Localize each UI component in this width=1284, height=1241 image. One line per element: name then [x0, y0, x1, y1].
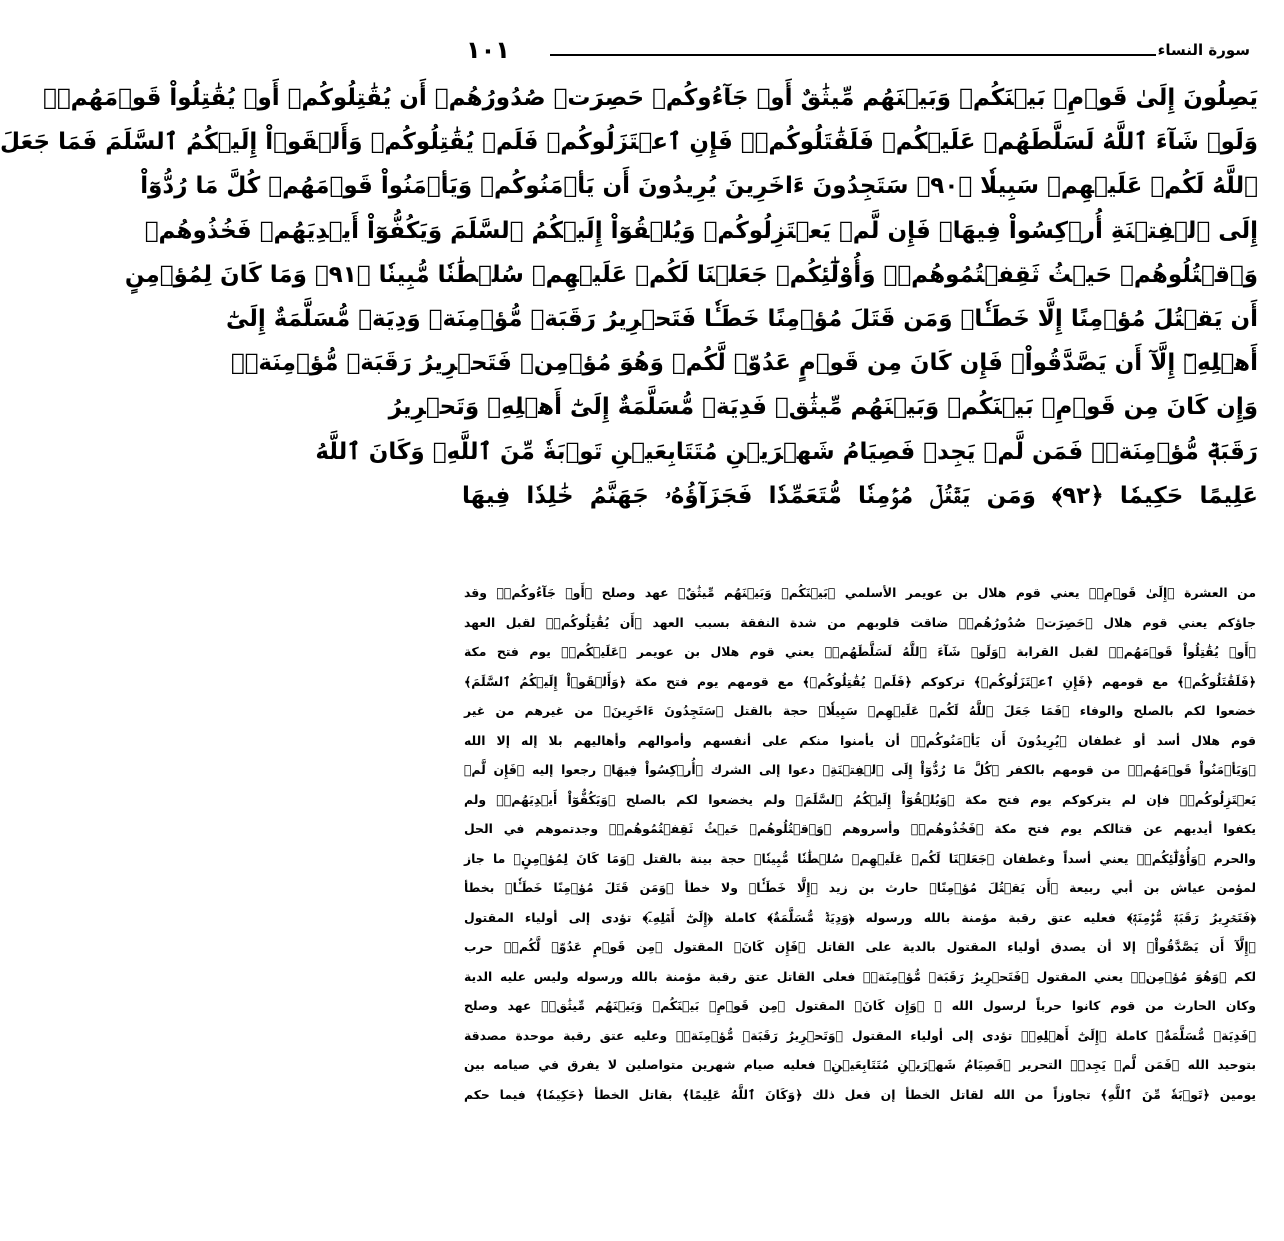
- quran-line: رَقَبَةٖ مُّؤۡمِنَةٖۖ فَمَن لَّمۡ يَجِدۡ فَصِيَامُ شَهۡرَيۡنِ مُتَتَابِعَيۡنِ تَوۡبَةٗ مِّنَ ٱللَّهِۗ وَكَانَ ٱللَّهُ: [315, 438, 1258, 465]
- page-header: [466, 34, 1250, 74]
- commentary-line: من العشرة ﴿إِلَىٰ قَوۡمِۭ﴾ يعني قوم هلال بن عويمر الأسلمي ﴿بَيۡنَكُمۡ وَبَيۡنَهُم مِّيثَٰقٌ﴾ عهد وصلح ﴿أَوۡ جَآءُوكُمۡ﴾ وقد: [464, 585, 1256, 600]
- commentary-line: ﴿فَتَحۡرِيرُ رَقَبَةٖ مُّؤۡمِنَةٖ﴾ فعليه عتق رقبة مؤمنة بالله ورسوله ﴿وَدِيَةٞ مُّسَلَّمَةٌ﴾ كاملة ﴿إِلَىٰٓ أَهۡلِهِۦٓ﴾ تؤدى إلى أولياء المقتول: [464, 909, 1256, 925]
- quran-line: أَن يَقۡتُلَ مُؤۡمِنًا إِلَّا خَطَـٔٗاۚ وَمَن قَتَلَ مُؤۡمِنًا خَطَـٔٗا فَتَحۡرِيرُ رَقَبَةٖ مُّؤۡمِنَةٖ وَدِيَةٞ مُّسَلَّمَةٌ إِلَىٰٓ: [225, 305, 1258, 332]
- commentary-line: ﴿أَوۡ يُقَٰتِلُواْ قَوۡمَهُمۡ﴾ لقبل القرابة ﴿وَلَوۡ شَآءَ ٱللَّهُ لَسَلَّطَهُمۡ﴾ يعني قوم هلال بن عويمر ﴿عَلَيۡكُمۡ﴾ يوم فتح مكة: [464, 644, 1256, 659]
- quran-line: يَصِلُونَ إِلَىٰ قَوۡمِۭ بَيۡنَكُمۡ وَبَيۡنَهُم مِّيثَٰقٌ أَوۡ جَآءُوكُمۡ حَصِرَتۡ صُدُورُهُمۡ أَن يُقَٰتِلُوكُمۡ أَوۡ يُقَٰتِلُواْ قَوۡمَهُمۡۚ: [43, 85, 1258, 111]
- page-number: ١٠١: [466, 36, 510, 64]
- commentary-line: لمؤمن عياش بن أبي ربيعة ﴿أَن يَقۡتُلَ مُؤۡمِنًا﴾ حارث بن زيد ﴿إِلَّا خَطَـٔٗا﴾ ولا خطأ ﴿وَمَن قَتَلَ مُؤۡمِنًا خَطَـٔٗا﴾ بخطأ: [464, 880, 1256, 895]
- header-rule: [550, 54, 1156, 56]
- quran-text-block: [0, 76, 1258, 562]
- commentary-line: ﴿إِلَّآ أَن يَصَّدَّقُواْ﴾ إلا أن يصدق أولياء المقتول بالدية على القاتل ﴿فَإِن كَانَ﴾ المقتول ﴿مِن قَوۡمٍ عَدُوّٖ لَّكُمۡ﴾ حرب: [464, 939, 1256, 954]
- commentary-line: وكان الحارث من قوم كانوا حرباً لرسول الله ﷺ ﴿وَإِن كَانَ﴾ المقتول ﴿مِن قَوۡمِۭ بَيۡنَكُمۡ وَبَيۡنَهُم مِّيثَٰقٞ﴾ عهد وصلح: [464, 998, 1256, 1013]
- commentary-line: ﴿فَلَقَٰتَلُوكُمۡ﴾ مع قومهم ﴿فَإِنِ ٱعۡتَزَلُوكُمۡ﴾ تركوكم ﴿فَلَمۡ يُقَٰتِلُوكُمۡ﴾ مع قومهم يوم فتح مكة ﴿وَأَلۡقَوۡاْ إِلَيۡكُمُ ٱلسَّلَمَ﴾: [464, 673, 1256, 689]
- commentary-line: خضعوا لكم بالصلح والوفاء ﴿فَمَا جَعَلَ ٱللَّهُ لَكُمۡ عَلَيۡهِمۡ سَبِيلٗا﴾ حجة بالقتل ﴿سَتَجِدُونَ ءَاخَرِينَ﴾ من غيرهم من غير: [464, 703, 1256, 718]
- quran-line: وَإِن كَانَ مِن قَوۡمِۭ بَيۡنَكُمۡ وَبَيۡنَهُم مِّيثَٰقٞ فَدِيَةٞ مُّسَلَّمَةٌ إِلَىٰٓ أَهۡلِهِۦ وَتَحۡرِيرُ: [388, 394, 1258, 421]
- surah-name: سورة النساء: [1157, 41, 1250, 59]
- quran-line: عَلِيمًا حَكِيمٗا ﴿٩٢﴾ وَمَن يَقۡتُلۡ مُؤۡمِنٗا مُّتَعَمِّدٗا فَجَزَآؤُهُۥ جَهَنَّمُ خَٰلِدٗا فِيهَا: [462, 482, 1258, 509]
- quran-line: وَٱقۡتُلُوهُمۡ حَيۡثُ ثَقِفۡتُمُوهُمۡۚ وَأُوْلَٰٓئِكُمۡ جَعَلۡنَا لَكُمۡ عَلَيۡهِمۡ سُلۡطَٰنٗا مُّبِينٗا ﴿٩١﴾ وَمَا كَانَ لِمُؤۡمِنٍ: [124, 261, 1258, 288]
- quran-line: أَهۡلِهِۦٓ إِلَّآ أَن يَصَّدَّقُواْۚ فَإِن كَانَ مِن قَوۡمٍ عَدُوّٖ لَّكُمۡ وَهُوَ مُؤۡمِنٞ فَتَحۡرِيرُ رَقَبَةٖ مُّؤۡمِنَةٖۖ: [230, 350, 1258, 377]
- commentary-line: ﴿فَدِيَةٞ مُّسَلَّمَةٌ﴾ كاملة ﴿إِلَىٰٓ أَهۡلِهِۦ﴾ تؤدى إلى أولياء المقتول ﴿وَتَحۡرِيرُ رَقَبَةٖ مُّؤۡمِنَةٖ﴾ وعليه عتق رقبة موحدة مصدقة: [464, 1027, 1256, 1043]
- commentary-line: والحرم ﴿وَأُوْلَٰٓئِكُمۡ﴾ يعني أسداً وغطفان ﴿جَعَلۡنَا لَكُمۡ عَلَيۡهِمۡ سُلۡطَٰنٗا مُّبِينٗا﴾ حجة بينة بالقتل ﴿وَمَا كَانَ لِمُؤۡمِنٍ﴾ ما جاز: [464, 850, 1256, 866]
- quran-line: إِلَى ٱلۡفِتۡنَةِ أُرۡكِسُواْ فِيهَاۚ فَإِن لَّمۡ يَعۡتَزِلُوكُمۡ وَيُلۡقُوٓاْ إِلَيۡكُمُ ٱلسَّلَمَ وَيَكُفُّوٓاْ أَيۡدِيَهُمۡ فَخُذُوهُمۡ: [144, 217, 1258, 244]
- commentary-line: يكفوا أيديهم عن قتالكم يوم فتح مكة ﴿فَخُذُوهُمۡ﴾ وأسروهم ﴿وَٱقۡتُلُوهُمۡ حَيۡثُ ثَقِفۡتُمُوهُمۡ﴾ وجدتموهم في الحل: [464, 821, 1256, 836]
- commentary-line: ﴿وَيَأۡمَنُواْ قَوۡمَهُمۡ﴾ من قومهم بالكفر ﴿كُلَّ مَا رُدُّوٓاْ إِلَى ٱلۡفِتۡنَةِ﴾ دعوا إلى الشرك ﴿أُرۡكِسُواْ فِيهَا﴾ رجعوا إليه ﴿فَإِن لَّمۡ: [464, 762, 1256, 777]
- commentary-line: جاؤكم يعني قوم هلال ﴿حَصِرَتۡ صُدُورُهُمۡ﴾ ضاقت قلوبهم من شدة النفقة بسبب العهد ﴿أَن يُقَٰتِلُوكُمۡ﴾ لقبل العهد: [464, 614, 1256, 630]
- tafsir-commentary: [464, 578, 1256, 1228]
- commentary-line: قوم هلال أسد أو غطفان ﴿يُرِيدُونَ أَن يَأۡمَنُوكُمۡ﴾ أن يأمنوا منكم على أنفسهم وأموالهم وأهاليهم بلا إله إلا الله: [464, 732, 1256, 748]
- quran-line: ٱللَّهُ لَكُمۡ عَلَيۡهِمۡ سَبِيلٗا ﴿٩٠﴾ سَتَجِدُونَ ءَاخَرِينَ يُرِيدُونَ أَن يَأۡمَنُوكُمۡ وَيَأۡمَنُواْ قَوۡمَهُمۡ كُلَّ مَا رُدُّوٓاْ: [140, 173, 1258, 200]
- commentary-line: لكم ﴿وَهُوَ مُؤۡمِنٞ﴾ يعني المقتول ﴿فَتَحۡرِيرُ رَقَبَةٖ مُّؤۡمِنَةٖ﴾ فعلى القاتل عتق رقبة مؤمنة بالله ورسوله وليس عليه الدية: [464, 968, 1256, 984]
- commentary-line: يومين ﴿تَوۡبَةٗ مِّنَ ٱللَّهِ﴾ تجاوزاً من الله لقاتل الخطأ إن فعل ذلك ﴿وَكَانَ ٱللَّهُ عَلِيمًا﴾ بقاتل الخطأ ﴿حَكِيمٗا﴾ فيما حكم: [464, 1086, 1256, 1102]
- commentary-line: بتوحيد الله ﴿فَمَن لَّمۡ يَجِدۡ﴾ التحرير ﴿فَصِيَامُ شَهۡرَيۡنِ مُتَتَابِعَيۡنِ﴾ فعليه صيام شهرين متواصلين لا يفرق في صيامه بين: [464, 1057, 1256, 1072]
- commentary-line: يَعۡتَزِلُوكُمۡ﴾ فإن لم يتركوكم يوم فتح مكة ﴿وَيُلۡقُوٓاْ إِلَيۡكُمُ ٱلسَّلَمَ﴾ ولم يخضعوا لكم بالصلح ﴿وَيَكُفُّوٓاْ أَيۡدِيَهُمۡ﴾ ولم: [464, 791, 1256, 807]
- quran-line: وَلَوۡ شَآءَ ٱللَّهُ لَسَلَّطَهُمۡ عَلَيۡكُمۡ فَلَقَٰتَلُوكُمۡۚ فَإِنِ ٱعۡتَزَلُوكُمۡ فَلَمۡ يُقَٰتِلُوكُمۡ وَأَلۡقَوۡاْ إِلَيۡكُمُ ٱلسَّلَمَ فَمَا جَعَلَ: [0, 129, 1258, 156]
